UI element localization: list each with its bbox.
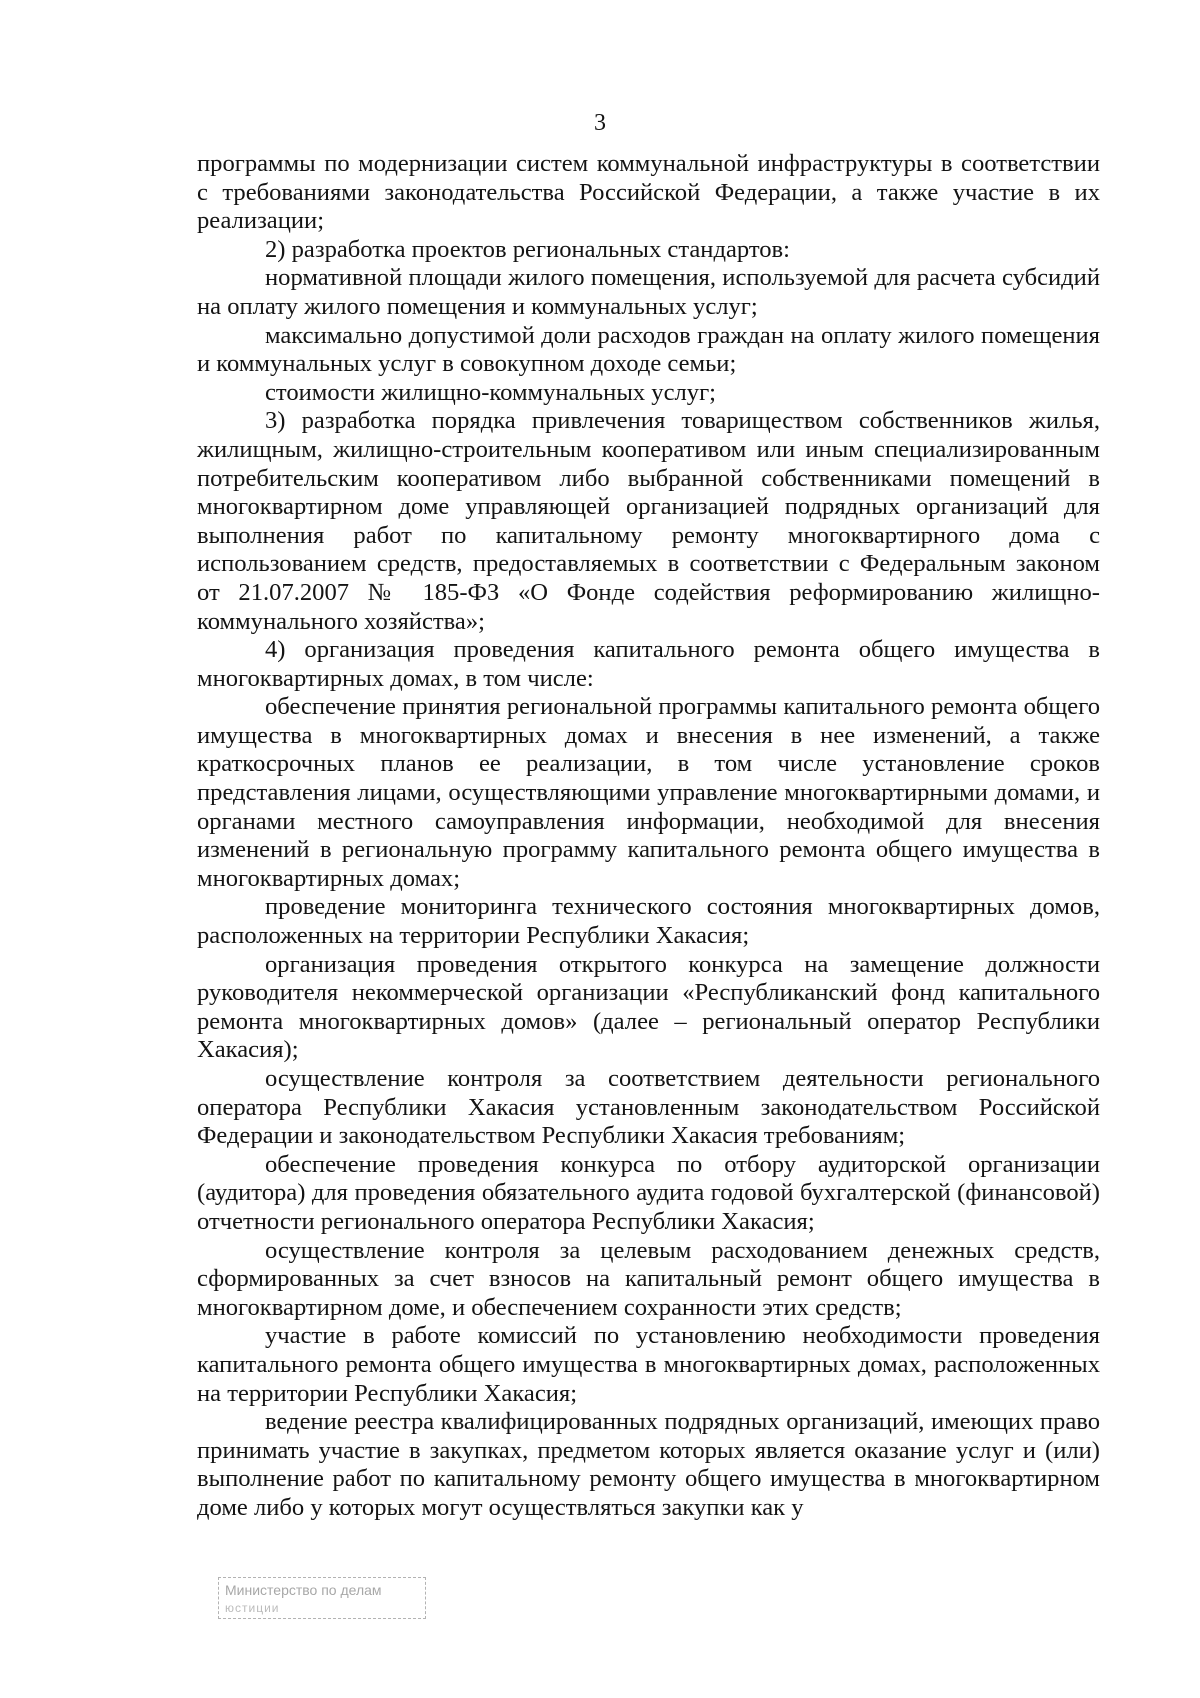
paragraph-2: 2) разработка проектов региональных стандартов: <box>265 235 791 263</box>
paragraph-15: ведение реестра квалифицированных подрядных организаций, имеющих право принимать участие в закупках, предметом которых является оказание услуг и (или) выполнение работ по капитальному ремонту общего имущества в многоквартирном доме либо у которых могут осуществляться закупки как у <box>197 1408 1100 1521</box>
paragraph-12: обеспечение проведения конкурса по отбору аудиторской организации (аудитора) для проведения обязательного аудита годовой бухгалтерской (финансовой) отчетности регионального оператора Республики Хакасия; <box>197 1150 1100 1235</box>
registration-stamp <box>218 1577 426 1619</box>
paragraph-8: обеспечение принятия региональной программы капитального ремонта общего имущества в многоквартирных домах и внесения в нее изменений, а также краткосрочных планов ее реализации, в том числе установление сроков представления лицами, осуществляющими управление многоквартирными домами, и органами местного самоуправления информации, необходимой для внесения изменений в региональную программу капитального ремонта общего имущества в многоквартирных домах; <box>197 693 1100 892</box>
paragraph-9: проведение мониторинга технического состояния многоквартирных домов, расположенных на территории Республики Хакасия; <box>197 893 1100 950</box>
paragraph-6: 3) разработка порядка привлечения товариществом собственников жилья, жилищным, жилищно-строительным кооперативом или иным специализированным потребительским кооперативом либо выбранной собственниками помещений в многоквартирном доме управляющей организацией подрядных организаций для выполнения работ по капитальному ремонту многоквартирного дома с использованием средств, предоставляемых в соответствии с Федеральным законом от 21.07.2007 № 185-ФЗ «О Фонде содействия реформированию жилищно-коммунального хозяйства»; <box>197 407 1100 635</box>
stamp-line-2: юстиции <box>225 1601 280 1615</box>
page-number: 3 <box>594 110 606 136</box>
paragraph-3: нормативной площади жилого помещения, используемой для расчета субсидий на оплату жилого помещения и коммунальных услуг; <box>197 264 1100 320</box>
document-body <box>197 150 1100 1523</box>
paragraph-7: 4) организация проведения капитального ремонта общего имущества в многоквартирных домах, в том числе: <box>197 636 1100 692</box>
stamp-line-1: Министерство по делам <box>225 1582 382 1598</box>
paragraph-10: организация проведения открытого конкурса на замещение должности руководителя некоммерческой организации «Республиканский фонд капитального ремонта многоквартирных домов» (далее – региональный оператор Республики Хакасия); <box>197 950 1100 1064</box>
paragraph-13: осуществление контроля за целевым расходованием денежных средств, сформированных за счет взносов на капитальный ремонт общего имущества в многоквартирном доме, и обеспечением сохранности этих средств; <box>197 1236 1100 1321</box>
paragraph-11: осуществление контроля за соответствием деятельности регионального оператора Республики Хакасия установленным законодательством Российской Федерации и законодательством Республики Хакасия требованиям; <box>197 1065 1100 1150</box>
paragraph-4: максимально допустимой доли расходов граждан на оплату жилого помещения и коммунальных услуг в совокупном доходе семьи; <box>197 321 1100 378</box>
paragraph-5: стоимости жилищно-коммунальных услуг; <box>265 378 716 406</box>
paragraph-14: участие в работе комиссий по установлению необходимости проведения капитального ремонта общего имущества в многоквартирных домах, расположенных на территории Республики Хакасия; <box>197 1322 1100 1407</box>
paragraph-1: программы по модернизации систем коммунальной инфраструктуры в соответствии с требованиями законодательства Российской Федерации, а также участие в их реализации; <box>197 150 1100 235</box>
